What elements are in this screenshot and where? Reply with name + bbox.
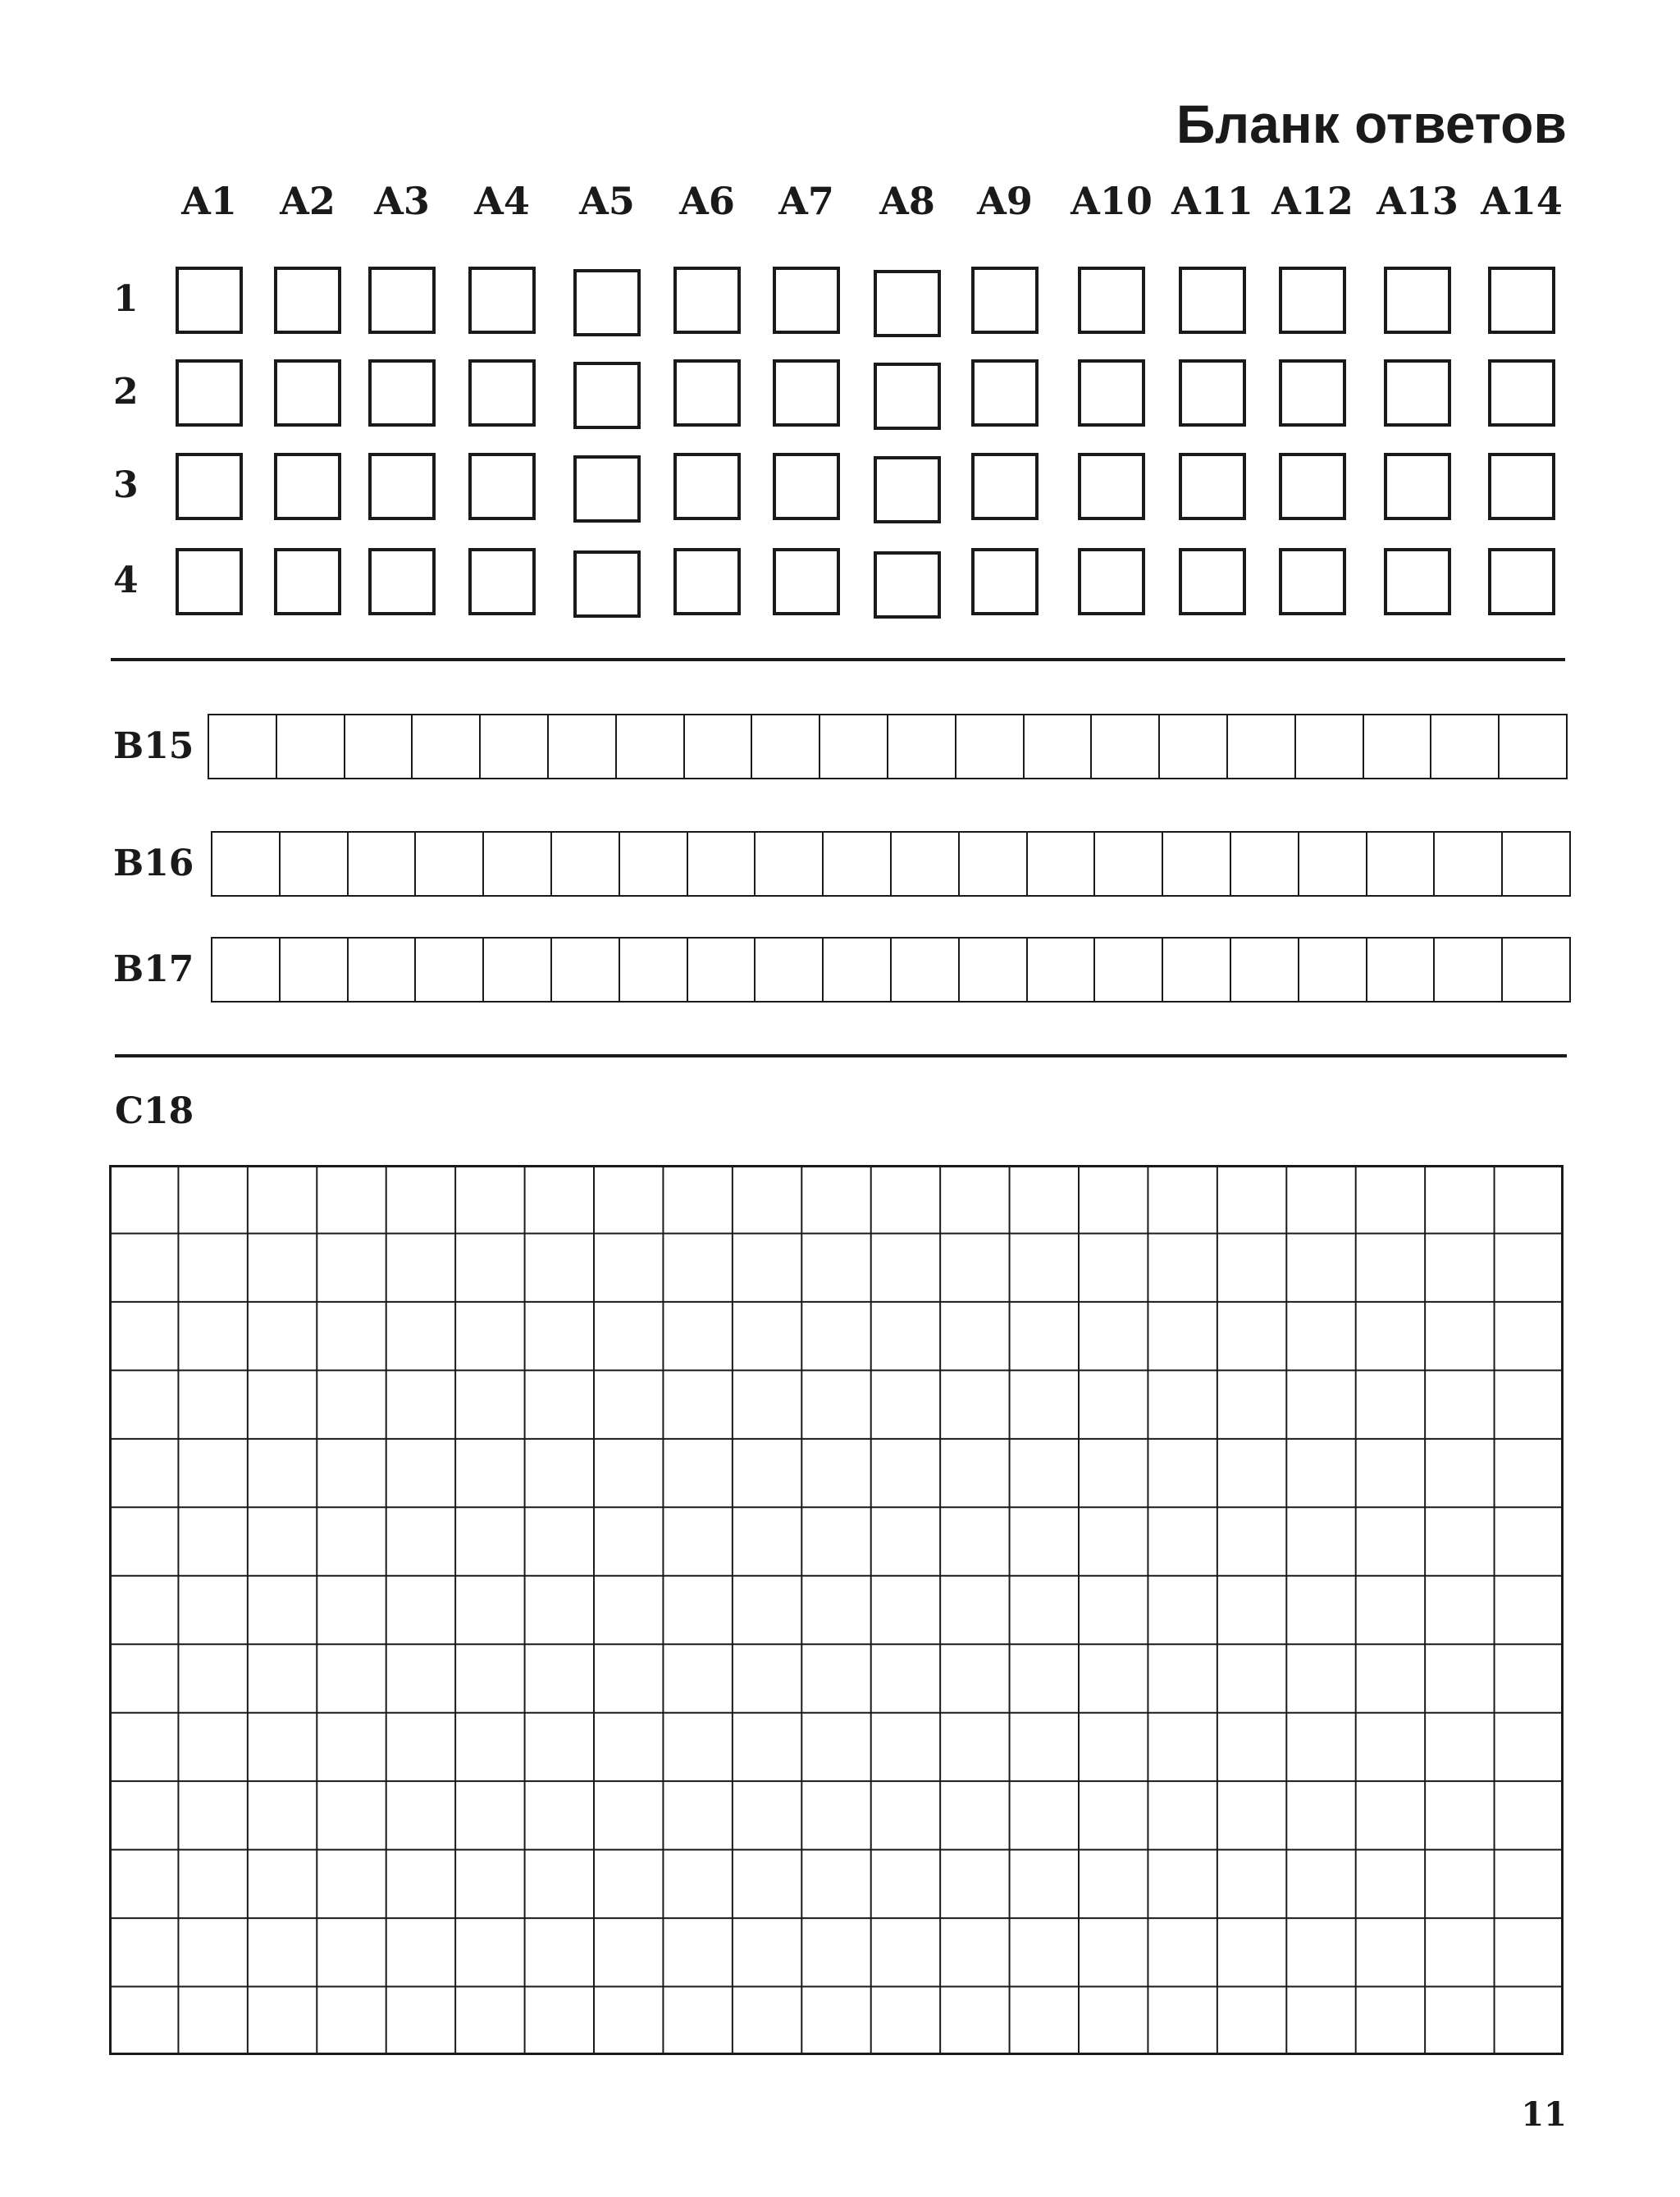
b-answer-cell[interactable] <box>956 715 1025 778</box>
row-label: 2 <box>113 371 139 413</box>
column-header: A4 <box>474 179 530 223</box>
b-answer-cell[interactable] <box>960 939 1028 1001</box>
answer-box[interactable] <box>1179 359 1246 427</box>
answer-box[interactable] <box>1078 359 1145 427</box>
grid-frame <box>111 1167 1563 2054</box>
b-answer-cell[interactable] <box>1299 939 1367 1001</box>
b-answer-cell[interactable] <box>212 833 281 895</box>
answer-box[interactable] <box>573 455 641 523</box>
answer-box[interactable] <box>773 267 840 334</box>
answer-box[interactable] <box>673 548 741 615</box>
b-answer-cell[interactable] <box>1163 939 1231 1001</box>
answer-box[interactable] <box>1384 548 1451 615</box>
answer-box[interactable] <box>368 267 436 334</box>
answer-box[interactable] <box>1488 267 1555 334</box>
answer-box[interactable] <box>176 359 243 427</box>
b-answer-cell[interactable] <box>756 833 824 895</box>
page-title: Бланк ответов <box>1176 94 1567 154</box>
answer-box[interactable] <box>874 551 941 619</box>
row-label: 3 <box>113 464 139 506</box>
b-answer-cell[interactable] <box>413 715 481 778</box>
answer-box[interactable] <box>274 453 341 520</box>
b-answer-cell[interactable] <box>1431 715 1500 778</box>
b-field-label: B15 <box>113 725 194 767</box>
b-answer-cell[interactable] <box>1025 715 1093 778</box>
b-answer-cell[interactable] <box>892 833 960 895</box>
b-answer-cell[interactable] <box>1367 939 1436 1001</box>
b-answer-cell[interactable] <box>416 939 484 1001</box>
b-answer-cell[interactable] <box>212 939 281 1001</box>
answer-box[interactable] <box>573 362 641 429</box>
answer-box[interactable] <box>176 548 243 615</box>
answer-box[interactable] <box>274 548 341 615</box>
b-answer-cell[interactable] <box>481 715 549 778</box>
page-number: 11 <box>1521 2095 1567 2134</box>
column-header: A7 <box>778 179 834 223</box>
column-header: A1 <box>181 179 237 223</box>
b-answer-cell[interactable] <box>1163 833 1231 895</box>
b-answer-cell[interactable] <box>888 715 956 778</box>
b-answer-cell[interactable] <box>549 715 617 778</box>
answer-box[interactable] <box>1384 267 1451 334</box>
b-answer-cell[interactable] <box>1364 715 1432 778</box>
answer-box[interactable] <box>274 267 341 334</box>
b-answer-cell[interactable] <box>688 833 756 895</box>
column-header: A13 <box>1376 179 1459 223</box>
b-answer-cell[interactable] <box>277 715 345 778</box>
answer-box[interactable] <box>1179 267 1246 334</box>
answer-box[interactable] <box>368 359 436 427</box>
answer-box[interactable] <box>874 363 941 430</box>
answer-box[interactable] <box>368 548 436 615</box>
b-answer-cell[interactable] <box>1095 939 1163 1001</box>
b-answer-cell[interactable] <box>209 715 277 778</box>
answer-box[interactable] <box>1279 548 1346 615</box>
column-header: A5 <box>579 179 635 223</box>
column-header: A11 <box>1171 179 1253 223</box>
answer-box[interactable] <box>1078 548 1145 615</box>
b-answer-cell[interactable] <box>1435 939 1503 1001</box>
answer-box[interactable] <box>468 267 536 334</box>
b-answer-cell[interactable] <box>1500 715 1566 778</box>
b-answer-cell[interactable] <box>1228 715 1296 778</box>
column-header: A12 <box>1271 179 1354 223</box>
answer-box[interactable] <box>1078 453 1145 520</box>
answer-box[interactable] <box>1179 453 1246 520</box>
column-header: A8 <box>879 179 935 223</box>
divider-a-b <box>111 658 1565 661</box>
b-answer-cell[interactable] <box>1028 939 1096 1001</box>
answer-box[interactable] <box>1488 548 1555 615</box>
b-field-label: B17 <box>113 948 194 990</box>
b-answer-cell[interactable] <box>552 939 620 1001</box>
answer-box[interactable] <box>773 548 840 615</box>
b-answer-cell[interactable] <box>960 833 1028 895</box>
b-answer-cell[interactable] <box>484 939 552 1001</box>
answer-box[interactable] <box>1279 359 1346 427</box>
answer-box[interactable] <box>1384 359 1451 427</box>
answer-box[interactable] <box>1279 453 1346 520</box>
b-answer-cell[interactable] <box>1503 833 1569 895</box>
answer-box[interactable] <box>773 453 840 520</box>
answer-box[interactable] <box>971 267 1039 334</box>
answer-box[interactable] <box>1488 453 1555 520</box>
answer-box[interactable] <box>573 269 641 336</box>
answer-box[interactable] <box>673 359 741 427</box>
answer-box[interactable] <box>673 453 741 520</box>
answer-box[interactable] <box>874 456 941 523</box>
answer-box[interactable] <box>971 453 1039 520</box>
answer-box[interactable] <box>468 453 536 520</box>
answer-box[interactable] <box>468 359 536 427</box>
b-answer-cell[interactable] <box>1435 833 1503 895</box>
b-answer-cell[interactable] <box>756 939 824 1001</box>
b-answer-cell[interactable] <box>688 939 756 1001</box>
answer-box[interactable] <box>874 270 941 337</box>
answer-box[interactable] <box>673 267 741 334</box>
c18-answer-grid[interactable] <box>109 1165 1564 2055</box>
column-header: A3 <box>374 179 430 223</box>
answer-box[interactable] <box>468 548 536 615</box>
b-answer-cell[interactable] <box>620 833 688 895</box>
b-answer-cell[interactable] <box>1160 715 1228 778</box>
answer-box[interactable] <box>1384 453 1451 520</box>
b-answer-cell[interactable] <box>620 939 688 1001</box>
b-answer-cell[interactable] <box>1299 833 1367 895</box>
b-answer-strip[interactable] <box>211 937 1571 1003</box>
column-header: A2 <box>280 179 336 223</box>
answer-box[interactable] <box>176 453 243 520</box>
b-answer-cell[interactable] <box>617 715 685 778</box>
answer-box[interactable] <box>773 359 840 427</box>
b-answer-cell[interactable] <box>824 939 892 1001</box>
b-answer-cell[interactable] <box>752 715 820 778</box>
answer-box[interactable] <box>573 550 641 618</box>
b-answer-cell[interactable] <box>824 833 892 895</box>
answer-box[interactable] <box>1488 359 1555 427</box>
column-header: A14 <box>1481 179 1563 223</box>
b-answer-cell[interactable] <box>1231 833 1299 895</box>
b-answer-cell[interactable] <box>416 833 484 895</box>
b-answer-cell[interactable] <box>349 939 417 1001</box>
b-answer-cell[interactable] <box>552 833 620 895</box>
b-answer-cell[interactable] <box>820 715 888 778</box>
answer-box[interactable] <box>1279 267 1346 334</box>
answer-box[interactable] <box>274 359 341 427</box>
answer-box[interactable] <box>1078 267 1145 334</box>
row-label: 1 <box>113 278 139 320</box>
column-header: A9 <box>977 179 1033 223</box>
row-label: 4 <box>113 560 139 601</box>
divider-b-c <box>115 1054 1567 1057</box>
b-answer-cell[interactable] <box>345 715 413 778</box>
b-answer-cell[interactable] <box>1503 939 1569 1001</box>
b-answer-cell[interactable] <box>892 939 960 1001</box>
b-answer-cell[interactable] <box>484 833 552 895</box>
b-answer-strip[interactable] <box>211 831 1571 897</box>
b-answer-cell[interactable] <box>1296 715 1364 778</box>
b-answer-cell[interactable] <box>685 715 753 778</box>
b-field-label: B16 <box>113 843 194 884</box>
b-answer-cell[interactable] <box>1095 833 1163 895</box>
b-answer-cell[interactable] <box>281 833 349 895</box>
b-answer-strip[interactable] <box>208 714 1568 779</box>
b-answer-cell[interactable] <box>281 939 349 1001</box>
answer-box[interactable] <box>176 267 243 334</box>
answer-box[interactable] <box>971 548 1039 615</box>
c18-label: C18 <box>115 1090 194 1132</box>
b-answer-cell[interactable] <box>1231 939 1299 1001</box>
b-answer-cell[interactable] <box>1092 715 1160 778</box>
answer-box[interactable] <box>368 453 436 520</box>
answer-box[interactable] <box>1179 548 1246 615</box>
b-answer-cell[interactable] <box>1028 833 1096 895</box>
b-answer-cell[interactable] <box>349 833 417 895</box>
column-header: A6 <box>679 179 735 223</box>
answer-box[interactable] <box>971 359 1039 427</box>
column-header: A10 <box>1071 179 1153 223</box>
b-answer-cell[interactable] <box>1367 833 1436 895</box>
